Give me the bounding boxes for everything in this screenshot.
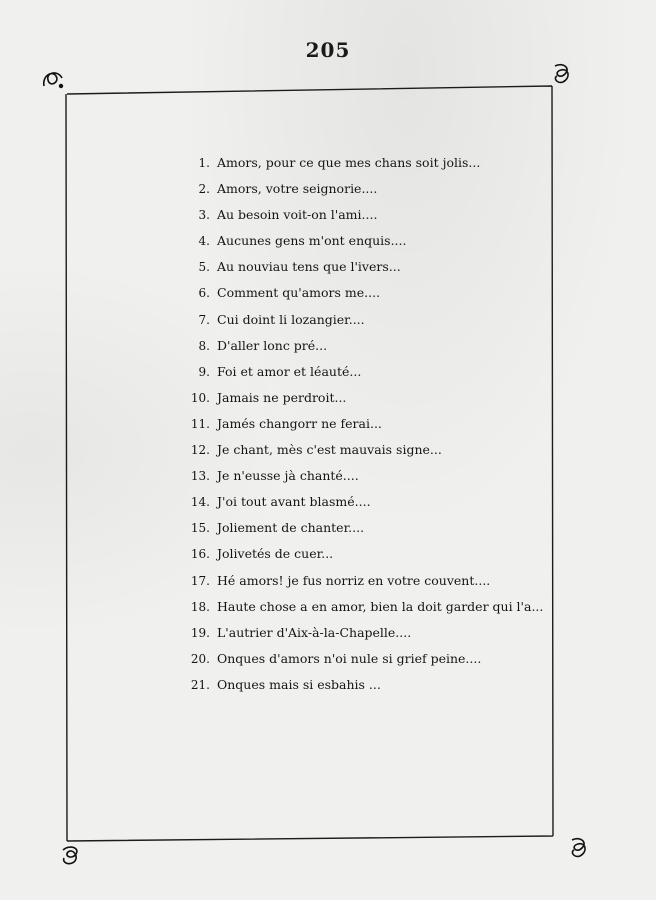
item-number: 9. <box>198 364 210 379</box>
song-list <box>178 150 544 698</box>
list-item <box>178 385 538 411</box>
item-text: Au besoin voit-on l'ami.... <box>217 207 378 223</box>
item-number: 18. <box>190 599 210 614</box>
item-number: 12. <box>190 443 210 458</box>
list-item <box>178 568 538 594</box>
item-number: 3. <box>198 208 210 223</box>
item-number: 14. <box>190 495 210 510</box>
item-number: 10. <box>190 390 210 405</box>
item-number: 11. <box>190 416 210 431</box>
item-number: 7. <box>198 312 210 327</box>
item-number: 17. <box>190 573 210 588</box>
item-text: Joliement de chanter.... <box>217 520 365 536</box>
item-number: 1. <box>198 156 210 170</box>
item-number: 16. <box>190 547 210 562</box>
item-text: L'autrier d'Aix-à-la-Chapelle.... <box>217 624 412 640</box>
list-item <box>178 489 538 515</box>
item-number: 8. <box>198 338 210 353</box>
item-number: 13. <box>190 469 210 484</box>
item-text: Amors, votre seignorie.... <box>217 181 378 197</box>
item-number: 19. <box>190 625 210 640</box>
corner-ornament-bottom-right <box>566 834 592 860</box>
item-text: Haute chose a en amor, bien la doit garder qui l'a... <box>217 598 544 614</box>
item-text: Je n'eusse jà chanté.... <box>217 468 359 484</box>
corner-ornament-top-right <box>549 60 575 86</box>
item-text: Amors, pour ce que mes chans soit jolis... <box>217 155 481 170</box>
list-item <box>178 359 538 385</box>
item-text: Je chant, mès c'est mauvais signe... <box>217 442 442 458</box>
item-text: Onques mais si esbahis ... <box>217 676 381 692</box>
list-item <box>178 202 538 228</box>
list-item <box>178 176 538 202</box>
item-number: 20. <box>190 651 210 666</box>
list-item <box>178 228 538 254</box>
item-number: 6. <box>198 286 210 301</box>
corner-ornament-top-left <box>40 66 66 92</box>
item-text: Foi et amor et léauté... <box>217 363 362 379</box>
list-item <box>178 594 544 620</box>
item-text: Comment qu'amors me.... <box>217 285 381 301</box>
list-item <box>178 646 538 672</box>
list-item <box>178 307 538 333</box>
item-text: Hé amors! je fus norriz en votre couvent.... <box>217 572 491 588</box>
list-item <box>178 254 538 280</box>
item-text: Jamais ne perdroit... <box>217 389 347 405</box>
list-item <box>178 280 538 306</box>
item-text: Cui doint li lozangier.... <box>217 311 365 327</box>
list-item <box>178 515 538 541</box>
list-item <box>178 541 538 567</box>
list-item <box>178 411 538 437</box>
item-text: Jamés changorr ne ferai... <box>217 415 382 431</box>
item-text: D'aller lonc pré... <box>217 337 328 353</box>
item-text: Jolivetés de cuer... <box>217 546 334 562</box>
list-item <box>178 620 538 646</box>
item-number: 15. <box>190 521 210 536</box>
item-number: 2. <box>198 182 210 197</box>
item-text: J'oi tout avant blasmé.... <box>217 494 371 510</box>
item-number: 4. <box>198 234 210 249</box>
list-item <box>178 463 538 489</box>
list-item <box>178 437 538 463</box>
list-item <box>178 333 538 359</box>
page-number: 205 <box>305 38 351 62</box>
item-number: 21. <box>190 677 210 692</box>
list-item <box>178 150 538 176</box>
corner-ornament-bottom-left <box>58 842 84 868</box>
list-item <box>178 672 538 698</box>
item-text: Aucunes gens m'ont enquis.... <box>217 233 407 249</box>
item-text: Onques d'amors n'oi nule si grief peine.... <box>217 650 482 666</box>
item-text: Au nouviau tens que l'ivers... <box>217 259 401 275</box>
item-number: 5. <box>198 260 210 275</box>
